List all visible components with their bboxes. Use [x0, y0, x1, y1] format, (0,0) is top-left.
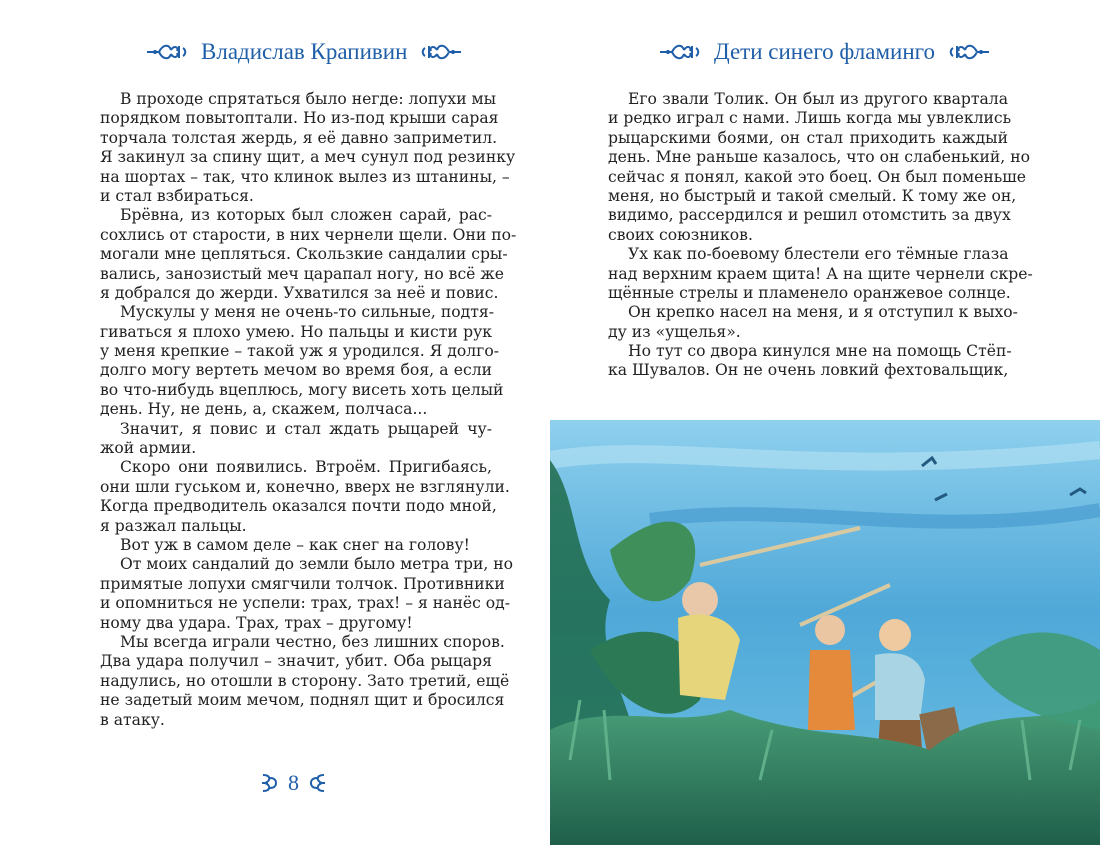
- author-name: Владислав Крапивин: [201, 39, 408, 64]
- text-line: Мускулы у меня не очень-то сильные, подтя-: [120, 303, 494, 322]
- text-line: гиваться я плохо умею. Но пальцы и кисти рук: [100, 322, 492, 341]
- paragraph: [100, 555, 514, 633]
- right-page-text: [608, 90, 1033, 381]
- running-head-left: [145, 36, 463, 68]
- paragraph: [608, 342, 1012, 381]
- text-line: во что-нибудь вцеплюсь, могу висеть хоть целый: [100, 380, 504, 399]
- text-line: Мы всегда играли честно, без лишних споров.: [120, 632, 505, 651]
- text-line: день. Мне раньше казалось, что он слабенький, но: [608, 148, 1030, 167]
- text-line: ду из «ущелья».: [608, 322, 741, 341]
- text-line: меня, но быстрый и такой смелый. К тому же он,: [608, 186, 1017, 205]
- text-line: над верхним краем щита! А на щите чернели скре-: [608, 264, 1033, 283]
- text-line: Его звали Толик. Он был из другого квартала: [628, 90, 1008, 108]
- paragraph: [100, 303, 504, 419]
- text-line: не задетый моим мечом, поднял щит и бросился: [100, 691, 505, 710]
- text-line: Скоро они появились. Втроём. Пригибаясь,: [120, 458, 492, 477]
- text-line: От моих сандалий до земли было метра три, но: [120, 555, 514, 574]
- text-line: Два удара получил – значит, убит. Оба рыцаря: [100, 652, 492, 671]
- text-line: рыцарскими боями, он стал приходить каждый: [608, 128, 1008, 147]
- text-line: Значит, я повис и стал ждать рыцарей чу-: [120, 419, 492, 438]
- book-title: Дети синего фламинго: [714, 39, 935, 64]
- page-number: [260, 770, 327, 796]
- text-line: и опомниться не успели: трах, трах! – я нанёс од-: [100, 594, 511, 613]
- text-line: долго могу вертеть мечом во время боя, а если: [100, 361, 492, 380]
- text-line: сейчас я понял, какой это боец. Он был поменьше: [608, 167, 1027, 186]
- text-line: вались, занозистый меч царапал ногу, но всё же: [100, 264, 504, 283]
- text-line: у меня крепкие – такой уж я уродился. Я долго-: [100, 342, 499, 361]
- text-line: могали мне цепляться. Скользкие сандалии сры-: [100, 245, 508, 264]
- paragraph: [100, 632, 510, 730]
- ornament-icon: [145, 42, 189, 62]
- ornament-icon: [947, 42, 991, 62]
- ornament-icon: [307, 772, 327, 794]
- text-line: и стал взбираться.: [100, 186, 254, 205]
- text-line: щённые стрелы и пламенело оранжевое солнце.: [608, 283, 1011, 302]
- left-page-text: [100, 90, 517, 730]
- ornament-icon: [260, 772, 280, 794]
- text-line: Ух как по-боевому блестели его тёмные глаза: [628, 245, 1009, 264]
- paragraph: [608, 303, 1018, 342]
- text-line: и редко играл с нами. Лишь когда мы увлеклись: [608, 109, 1012, 128]
- paragraph: [100, 90, 516, 206]
- text-line: сохлись от старости, в них чернели щели. Они по-: [100, 225, 517, 244]
- text-line: видимо, рассердился и решил отомстить за двух: [608, 206, 1011, 225]
- ornament-icon: [419, 42, 463, 62]
- illustration-knights-in-burdock: [550, 400, 1100, 845]
- text-line: Когда предводитель оказался почти подо мной,: [100, 497, 497, 516]
- text-line: ка Шувалов. Он не очень ловкий фехтовальщик,: [608, 361, 1009, 380]
- text-line: надулись, но отошли в сторону. Зато третий, ещё: [100, 671, 510, 690]
- paragraph: [100, 536, 492, 555]
- paragraph: [608, 90, 1030, 245]
- paragraph: [100, 206, 517, 303]
- text-line: Он крепко насел на меня, и я отступил к выхо-: [628, 303, 1018, 322]
- text-line: на шортах – так, что клинок вылез из штанины, –: [100, 167, 510, 186]
- text-line: Но тут со двора кинулся мне на помощь Стёп-: [628, 342, 1012, 361]
- text-line: в атаку.: [100, 710, 165, 729]
- paragraph: [100, 458, 510, 536]
- text-line: В проходе спрятаться было негде: лопухи мы: [120, 90, 497, 108]
- text-line: своих союзников.: [608, 225, 753, 244]
- text-line: день. Ну, не день, а, скажем, полчаса...: [100, 400, 428, 419]
- paragraph: [100, 420, 492, 459]
- text-line: Вот уж в самом деле – как снег на голову!: [120, 535, 470, 554]
- text-line: я добрался до жерди. Ухватился за неё и повис.: [100, 283, 499, 302]
- page-number-value: 8: [288, 770, 299, 795]
- text-line: я разжал пальцы.: [100, 516, 247, 535]
- text-line: они шли гуськом и, конечно, вверх не взглянули.: [100, 477, 510, 496]
- paragraph: [608, 245, 1033, 303]
- text-line: Я закинул за спину щит, а меч сунул под резинку: [100, 148, 516, 167]
- text-line: примятые лопухи смягчили толчок. Противники: [100, 574, 505, 593]
- running-head-right: [658, 36, 991, 68]
- text-line: порядком повытоптали. Но из-под крыши сарая: [100, 109, 499, 128]
- text-line: Брёвна, из которых был сложен сарай, рас-: [120, 206, 492, 225]
- text-line: торчала толстая жердь, я её давно заприметил.: [100, 128, 498, 147]
- text-line: ному два удара. Трах, трах – другому!: [100, 613, 413, 632]
- ornament-icon: [658, 42, 702, 62]
- text-line: жой армии.: [100, 439, 197, 458]
